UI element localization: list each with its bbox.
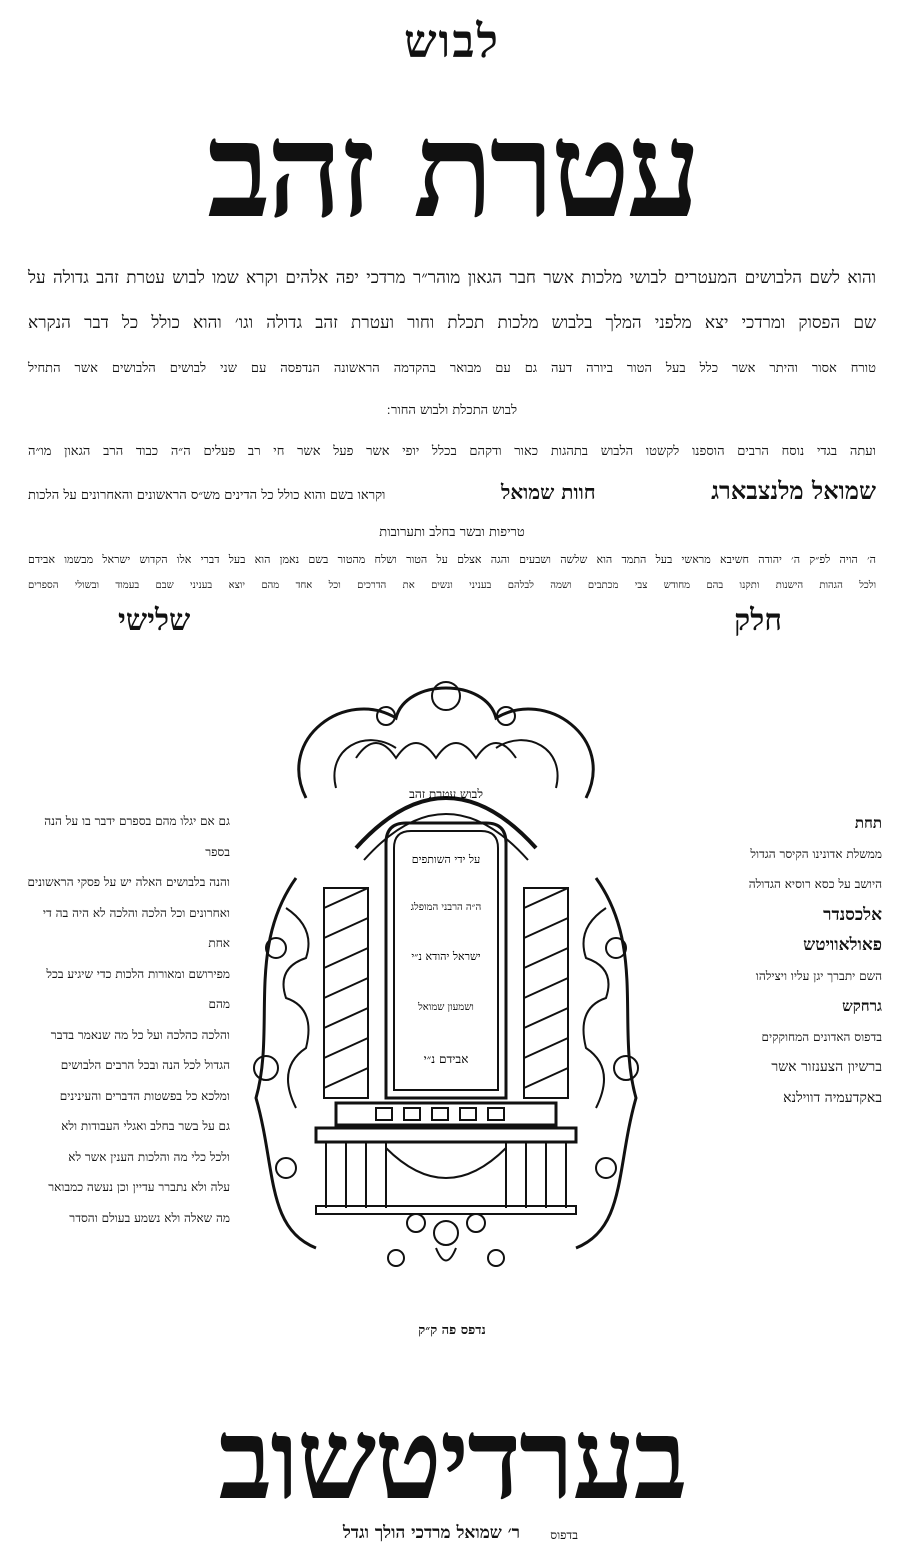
left-column: [24, 806, 230, 1233]
tablet-line: אבידם נ״י: [423, 1052, 469, 1066]
right-column-line: בדפוס האדונים המחוקקים: [761, 1029, 882, 1044]
left-column-line: והנה בלבושים האלה יש על פסקי הראשונים: [27, 875, 230, 889]
tablet-line: על ידי השותפים: [411, 853, 481, 866]
intro-line-7: טריפות ובשר בחלב ותערובות: [379, 525, 525, 540]
tablet-line: ה״ה הרבני המופלג: [410, 902, 482, 913]
right-column-name: אלכסנדר: [823, 904, 882, 925]
tablet-line: ושמעון שמואל: [418, 1002, 474, 1013]
left-column-line: ומלכא כל בפשטות הדברים והעינינים: [59, 1088, 230, 1103]
right-column-line: היושב על כסא רוסיא הגדולה: [748, 877, 882, 891]
left-column-line: והלכה כהלכה ועל כל מה שנאמר בדבר: [50, 1027, 230, 1042]
left-column-line: מפירושם ומאורות הלכות כדי שיגיע בכל מהם: [46, 966, 230, 1011]
printed-line: נדפס פה ק״ק: [418, 1323, 486, 1338]
left-column-line: הגדול לכל הנה ובכל הרבים הלבושים: [60, 1058, 230, 1072]
intro-line-9: ולכל הגהות הישנות ותקנו בהם מחודש צבי מכתבים ושמה לבלהם בעניני ונשים את הדרכים וכל אחד מהם יוצא בעניני שבם בעמוד ובשולי הספרים: [28, 580, 876, 591]
book-name: חוות שמואל: [500, 480, 596, 504]
tablet-line: ישראל יהודא נ״י: [411, 950, 481, 963]
title-main: עטרת זהב: [206, 93, 698, 248]
right-column-line: ממשלת אדונינו הקיסר הגדול: [750, 846, 882, 861]
left-column-line: גם על בשר בחלב ואגלי העבודות ולא: [61, 1119, 230, 1133]
intro-line-4: לבוש התכלת ולבוש החור ׃: [386, 403, 518, 418]
city-name: בערדיטשוב: [218, 1394, 686, 1525]
right-column-line: ברשיון הצענזור אשר: [771, 1059, 882, 1075]
arch-text: לבוש עטרת זהב: [409, 787, 483, 801]
right-column-line: השם יתברך יגן עליו ויצילהו: [755, 968, 882, 983]
right-column-place: גרחקש: [842, 997, 882, 1015]
left-column-line: גם אם יגלו מהם בספרם ידבר בו על הנה בספר: [44, 814, 230, 859]
left-column-line: ולכל כלי מה והלכות הענין אשר לא: [68, 1149, 230, 1164]
part-number: שלישי: [118, 603, 191, 638]
intro-line-2: שם הפסוק ומרדכי יצא מלפני המלך בלבוש מלכות תכלת וחור ועטרת זהב גדולה וגו׳ והוא כולל כל דבר הנקרא: [28, 313, 876, 333]
right-column-line: באקדעמיה דווילנא: [783, 1089, 882, 1106]
right-column-first-word: תחת: [854, 814, 882, 832]
title-top: לבוש: [403, 14, 501, 68]
intro-line-6: [28, 476, 876, 506]
ornamental-frame: [236, 648, 656, 1288]
left-column-line: ואחרונים וכל הלכה והלכה לא היה בה די אחת: [42, 905, 230, 950]
intro-line-6-rest: וקראו בשם והוא כולל כל הדינים מש״ס הראשונים והאחרונים על הלכות: [28, 488, 386, 503]
intro-line-8: ה׳ הויה לפ״ק ה׳ יהודה חשיבא מראשי בעל התמד הוא שלשה ושבעים והגה אצלם על הטור ושלח מהטור בשם נאמן הוא בעל דברי אלו הקדוש ישראל מבשמו אבידם: [28, 553, 876, 566]
intro-line-1: והוא לשם הלבושים המעטרים לבושי מלכות אשר חבר הגאון מוהר״ר מרדכי יפה אלהים וקרא שמו לבוש עטרת זהב גדולה על: [28, 268, 876, 288]
printer-label: בדפוס: [550, 1528, 578, 1542]
left-column-line: עלה ולא נתברר עדיין וכן נעשה כמבואר: [48, 1180, 230, 1194]
author-name: שמואל מלנצבארג: [711, 476, 876, 505]
right-column-name: פאולאוויטש: [803, 935, 882, 955]
part-label: חלק: [734, 603, 782, 638]
intro-line-3: טורח אסור והיתר אשר כלל בעל הטור ביורה דעה גם עם מבואר בהקדמה הראשונה הנדפסה עם שני לבושים הלבושים אשר התחיל: [28, 361, 876, 376]
left-column-line: מה שאלה ולא נשמע בעולם והסדר: [69, 1210, 230, 1225]
printer-name: ר׳ שמואל מרדכי הולך וגדל: [342, 1523, 520, 1543]
right-column: [682, 808, 882, 1113]
intro-line-5: ועתה בגדי נוסח הרבים הוספנו לקשטו הלבוש בתהגות כאור ודקהם בכלל יופי אשר פעל אשר חי רב פעלים ה״ה כבוד הרב הגאון מו״ה: [28, 444, 876, 459]
